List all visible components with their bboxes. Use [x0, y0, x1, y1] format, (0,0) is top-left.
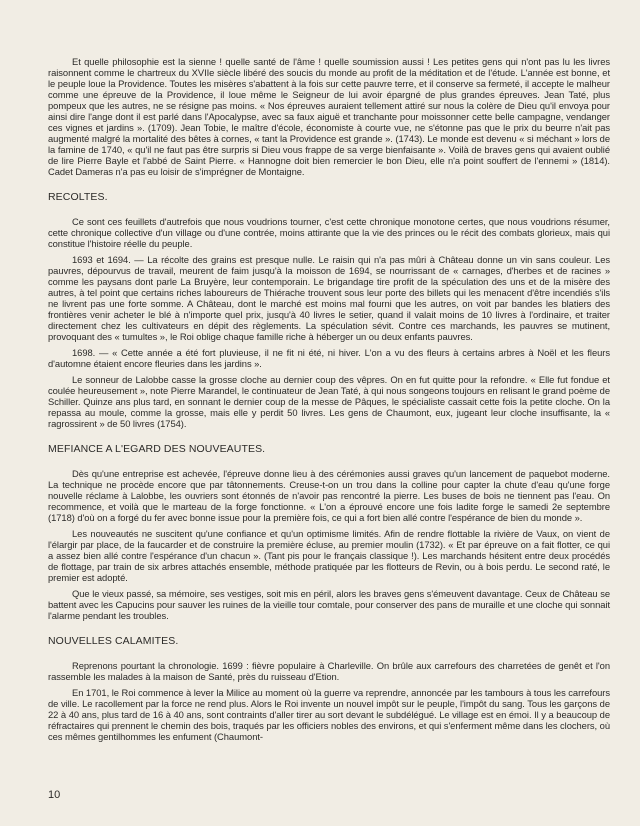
calamites-paragraph-2: En 1701, le Roi commence à lever la Milice au moment où la guerre va reprendre, annoncée par les tambours à tous les carrefours de ville. Le racollement par la force ne rend plus. Alors le Roi invente un nouvel impôt sur le peuple, l'impôt du sang. Tous les garçons de 22 à 40 ans, plus tard de 16 à 40 ans, sont contraints d'aller tirer au sort devant le subdélégué. Le village est en émoi. Il y a beaucoup de réfractaires qui prennent le chemin des bois, traqués par les officiers nobles des environs, et qui s'enferment même dans les clochers, où ces mêmes gentilhommes les enfument (Chaumont- [48, 687, 610, 742]
intro-paragraph: Et quelle philosophie est la sienne ! quelle santé de l'âme ! quelle soumission aussi ! Les petites gens qui n'ont pas lu les livres raisonnent comme le chartreux du XVIIe siècle libéré des soucis du monde au profit de la méditation et de l'étude. L'année est bonne, et le peuple loue la Providence. Toutes les misères s'abattent à la fois sur cette pauvre terre, et il conserve sa fermeté, il accepte le malheur comme une épreuve de la Providence, il loue même le Seigneur de lui avoir épargné de plus grandes épreuves. Jean Taté, plus pompeux que les autres, ne se résigne pas moins. « Nos épreuves auraient tellement attiré sur nous la colère de Dieu qu'il envoya pour ainsi dire l'ange dont il est parlé dans l'Apocalypse, avec sa faux aiguë et tranchante pour moissonner cette belle campagne, vendanger ces vignes et jardins ». (1709). Jean Tobie, le maître d'école, économiste à courte vue, ne s'étonne pas que le prix du beurre n'ait pas augmenté malgré la mortalité des bêtes à cornes, « tant la Providence est grande ». (1743). Le monde est devenu « si méchant » lors de la famine de 1740, « qu'il ne faut pas être surpris si Dieu vous frappe de sa verge bienfaisante ». Voilà de braves gens qui avaient oublié de lire Pierre Bayle et l'abbé de Saint Pierre. « Hannogne doit bien remercier le bon Dieu, elle n'a point souffert de l'ennemi » (1814). Cadet Dameras n'a pas eu loisir de s'imprégner de Montaigne. [48, 56, 610, 177]
mefiance-paragraph-2: Les nouveautés ne suscitent qu'une confiance et qu'un optimisme limités. Afin de rendre flottable la rivière de Vaux, on vient de l'élargir par place, de la faucarder et de construire la première écluse, au premier moulin (1732). « Et par épreuve on a fait flotter, ce qui a assez bien allé contre l'espérance d'un chacun ». (Tant pis pour le français classique !). Les marchands hésitent entre deux procédés de flottage, par train de six arbres attachés ensemble, méthode pratiquée par les flotteurs de Revin, ou à bois perdu. Le second raté, le premier est adopté. [48, 528, 610, 583]
recoltes-paragraph-3: 1698. — « Cette année a été fort pluvieuse, il ne fit ni été, ni hiver. L'on a vu des fleurs à certains arbres à Noël et les fleurs d'automne étaient encore fleuries dans les jardins ». [48, 347, 610, 369]
heading-mefiance: MEFIANCE A L'EGARD DES NOUVEAUTES. [48, 443, 266, 455]
recoltes-paragraph-4: Le sonneur de Lalobbe casse la grosse cloche au dernier coup des vêpres. On en fut quitte pour la refondre. « Elle fut fondue et coulée heureusement », note Pierre Marandel, le continuateur de Jean Taté, à qui nous songeons toujours en relisant le grand poème de Schiller. Quinze ans plus tard, en sonnant le dernier coup de la messe de Pâques, le spécialiste cassait cette fois la petite cloche. On la repassa au moule, comme la grosse, mais elle y perdit 50 livres. Les gens de Chaumont, eux, jugeant leur cloche insuffisante, la « ragrossirent » de 50 livres (1754). [48, 374, 610, 429]
recoltes-paragraph-2: 1693 et 1694. — La récolte des grains est presque nulle. Le raisin qui n'a pas mûri à Château donne un vin sans couleur. Les pauvres, dépourvus de travail, meurent de faim jusqu'à la moisson de 1694, se nourrissant de « carnages, d'herbes et de racines » comme les paysans dont parle La Bruyère, leur contemporain. Le brigandage tire profit de la spéculation des uns et de la misère des autres, à tel point que certains riches laboureurs de Thiérache trouvent sous leur porte des billets qui les menacent d'être incendiés s'ils ne livrent pas une forte somme. A Château, dont le marché est moins mal fourni que les autres, on voit par bandes les blatiers des frontières venir acheter le blé à n'importe quel prix, jusqu'à 40 livres le setier, quand il valait moins de 10 livres à l'ordinaire, et traiter directement chez les cultivateurs en dépit des règlements. La spéculation sévit. Contre ces marchands, les pauvres se mutinent, provoquant des « tumultes », le Roi oblige chaque famille riche à héberger un ou deux enfants pauvres. [48, 254, 610, 342]
recoltes-paragraph-1: Ce sont ces feuillets d'autrefois que nous voudrions tourner, c'est cette chronique monotone certes, que nous voudrions résumer, cette chronique collective d'un village ou d'une contrée, moins attirante que la vie des princes ou le récit des combats glorieux, mais qui constitue l'histoire réelle du peuple. [48, 216, 610, 249]
page-number: 10 [48, 789, 61, 801]
heading-nouvelles-calamites: NOUVELLES CALAMITES. [48, 635, 179, 647]
calamites-paragraph-1: Reprenons pourtant la chronologie. 1699 : fièvre populaire à Charleville. On brûle aux carrefours des charretées de genêt et l'on rassemble les malades à la maison de Santé, près du ruisseau d'Etion. [48, 660, 610, 682]
mefiance-paragraph-3: Que le vieux passé, sa mémoire, ses vestiges, soit mis en péril, alors les braves gens s'émeuvent davantage. Ceux de Château se battent avec les Capucins pour sauver les ruines de la vieille tour comtale, pour conserver des pans de muraille et une cloche qui sonnait l'alarme pendant les troubles. [48, 588, 610, 621]
page-body [48, 56, 610, 747]
mefiance-paragraph-1: Dès qu'une entreprise est achevée, l'épreuve donne lieu à des cérémonies aussi graves qu'un lancement de paquebot moderne. La technique ne procède encore que par tâtonnements. Creuse-t-on un trou dans la colline pour capter la chute d'eau qu'une forge nouvelle réclame à Lalobbe, les ouvriers sont étonnés de n'avoir pas rencontré la pierre. Les buses de bois ne tiennent pas l'eau. On recommence, et voilà que le marteau de la forge fonctionne. « L'on a éprouvé encore une fois ladite forge le samedi 2e septembre (1718) d'où on a forgé du fer avec bonne issue pour la première fois, ce qui a fort bien allé contre l'espérance de bien du monde ». [48, 468, 610, 523]
heading-recoltes: RECOLTES. [48, 191, 108, 203]
